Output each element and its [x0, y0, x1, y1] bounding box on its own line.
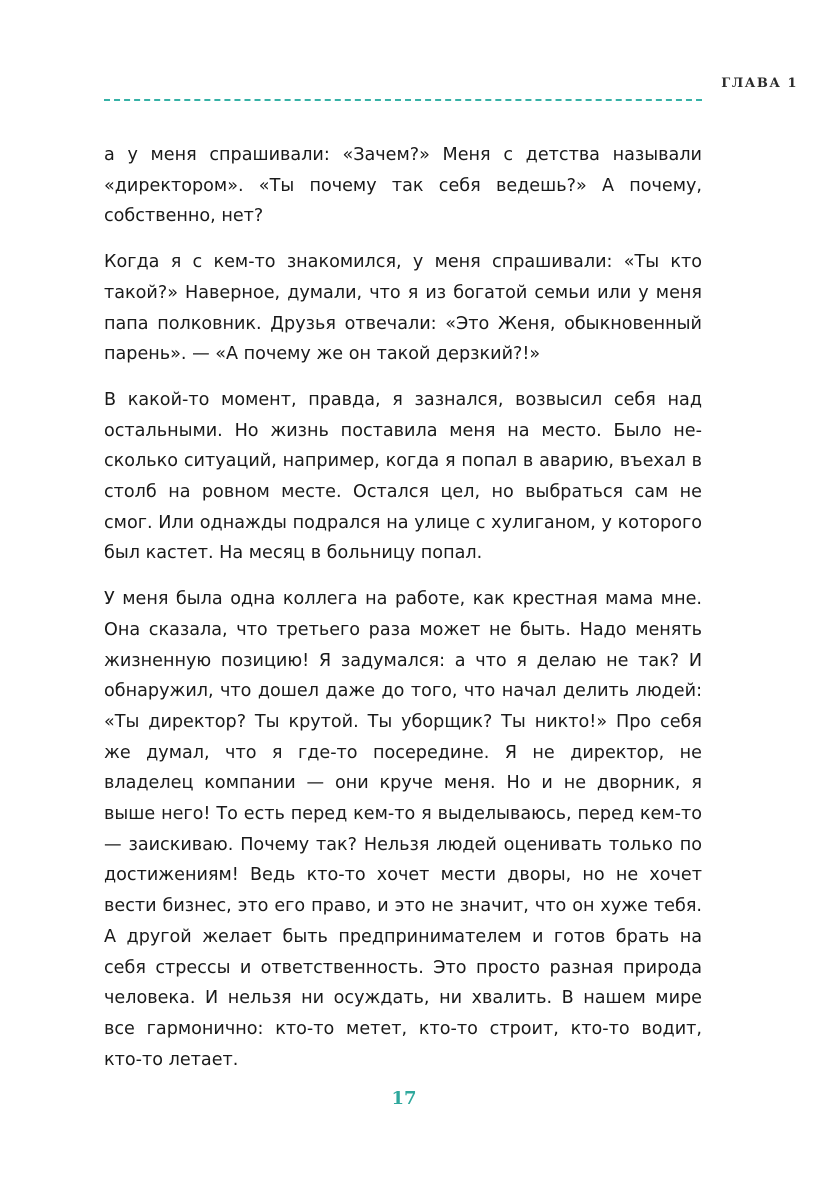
- page-number: 17: [391, 1088, 417, 1109]
- paragraph-3: В какой-то момент, правда, я зазнался, возвысил себя над остальными. Но жизнь поставила меня на место. Было несколько ситуаций, например, когда я попал в аварию, въехал в столб на ровном месте. Остался цел, но выбраться сам не смог. Или однажды подрался на улице с хулиганом, у которого был кастет. На месяц в больницу попал.: [104, 389, 702, 564]
- header-dashed-rule: [104, 99, 702, 101]
- body-text: [104, 140, 702, 1090]
- running-head-chapter-title: ГЛАВА 1: [721, 76, 798, 91]
- paragraph-2: Когда я с кем-то знакомился, у меня спрашивали: «Ты кто такой?» Наверное, думали, что я из богатой семьи или у меня папа полковник. Друзья отвечали: «Это Женя, обыкновенный парень». — «А почему же он такой дерзкий?!»: [104, 252, 702, 365]
- paragraph-1: а у меня спрашивали: «Зачем?» Меня с детства называли «директором». «Ты почему так себя ведешь?» А почему, собственно, нет?: [104, 145, 702, 227]
- paragraph-4: У меня была одна коллега на работе, как крестная мама мне. Она сказала, что третьего раза может не быть. Надо менять жизненную позицию! Я задумался: а что я делаю не так? И обнаружил, что дошел даже до того, что начал делить людей: «Ты директор? Ты крутой. Ты уборщик? Ты никто!» Про себя же думал, что я где-то посередине. Я не директор, не владелец компании — они круче меня. Но и не дворник, я выше него! То есть перед кем-то я выделываюсь, перед кем-то — заискиваю. Почему так? Нельзя людей оценивать только по достижениям! Ведь кто-то хочет мести дворы, но не хочет вести бизнес, это его право, и это не значит, что он хуже тебя. А другой желает быть предпринимателем и готов брать на себя стрессы и ответственность. Это просто разная природа человека. И нельзя ни осуждать, ни хвалить. В нашем мире все гармонично: кто-то метет, кто-то строит, кто-то водит, кто-то летает.: [104, 589, 702, 1070]
